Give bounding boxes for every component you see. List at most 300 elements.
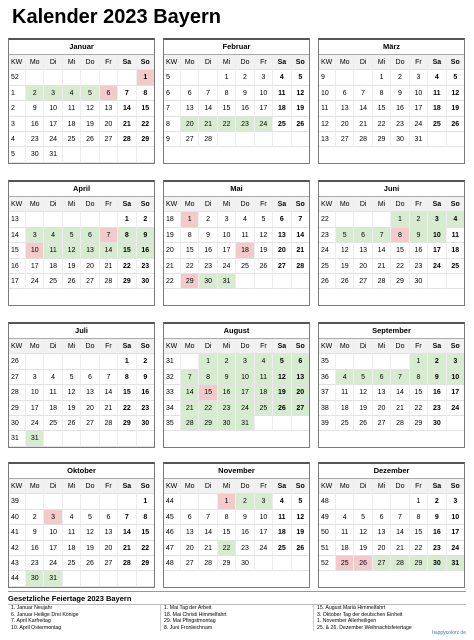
week-number: 25 — [319, 259, 335, 274]
day-cell: 15 — [117, 385, 135, 400]
weekday-header: So — [446, 339, 464, 354]
week-number: 27 — [9, 370, 25, 385]
day-cell: 12 — [335, 243, 353, 258]
day-cell — [25, 70, 43, 85]
day-cell: 3 — [446, 494, 464, 509]
day-cell: 15 — [198, 385, 216, 400]
week-number: 42 — [9, 541, 25, 556]
day-cell: 18 — [43, 401, 61, 416]
day-cell: 25 — [272, 117, 290, 132]
weekday-header: Do — [80, 55, 98, 70]
day-cell: 31 — [43, 147, 61, 162]
day-cell: 24 — [446, 401, 464, 416]
weekday-header: So — [136, 55, 154, 70]
day-cell: 31 — [235, 416, 253, 431]
day-cell: 3 — [446, 354, 464, 369]
day-cell: 23 — [409, 259, 427, 274]
weekday-header: KW — [319, 197, 335, 212]
day-cell: 2 — [217, 354, 235, 369]
month-block — [318, 180, 465, 306]
day-cell: 27 — [180, 556, 198, 571]
weekday-header: Fr — [99, 339, 117, 354]
day-cell: 28 — [117, 556, 135, 571]
holiday-column — [314, 605, 466, 631]
month-name: Dezember — [319, 464, 464, 479]
weekday-header: Di — [353, 55, 371, 70]
week-number: 22 — [164, 274, 180, 289]
day-cell: 5 — [62, 370, 80, 385]
day-cell: 9 — [136, 370, 154, 385]
day-cell: 9 — [217, 370, 235, 385]
weekday-header: Sa — [427, 55, 445, 70]
week-number: 39 — [319, 416, 335, 431]
day-cell — [372, 354, 390, 369]
day-cell: 17 — [446, 525, 464, 540]
day-cell: 30 — [427, 556, 445, 571]
day-cell: 7 — [117, 510, 135, 525]
day-cell: 24 — [43, 556, 61, 571]
weekday-header: Fr — [254, 55, 272, 70]
day-cell: 17 — [25, 401, 43, 416]
weekday-header: Mi — [372, 479, 390, 494]
day-cell: 30 — [427, 416, 445, 431]
day-cell: 12 — [353, 385, 371, 400]
day-cell: 12 — [80, 101, 98, 116]
day-cell: 3 — [235, 354, 253, 369]
day-cell — [217, 132, 235, 147]
day-cell: 4 — [43, 370, 61, 385]
day-cell: 20 — [272, 243, 290, 258]
week-number: 44 — [9, 571, 25, 586]
week-number: 26 — [9, 354, 25, 369]
day-cell: 18 — [62, 541, 80, 556]
month-block — [163, 180, 310, 306]
day-cell: 29 — [390, 274, 408, 289]
day-cell: 28 — [372, 274, 390, 289]
week-number: 51 — [319, 541, 335, 556]
week-number: 13 — [319, 132, 335, 147]
day-cell — [272, 556, 290, 571]
day-cell: 29 — [372, 132, 390, 147]
page-title: Kalender 2023 Bayern — [12, 6, 222, 28]
day-cell: 13 — [180, 525, 198, 540]
week-number: 52 — [319, 556, 335, 571]
weekday-header: Mo — [25, 339, 43, 354]
day-cell — [180, 354, 198, 369]
day-cell: 23 — [25, 132, 43, 147]
day-cell: 10 — [446, 510, 464, 525]
week-number: 31 — [164, 354, 180, 369]
day-cell: 1 — [136, 494, 154, 509]
day-cell: 17 — [25, 259, 43, 274]
day-cell: 20 — [180, 117, 198, 132]
month-name: Juli — [9, 324, 154, 339]
day-cell: 26 — [272, 401, 290, 416]
day-cell — [353, 212, 371, 227]
weekday-header: Mi — [372, 197, 390, 212]
day-cell: 6 — [291, 354, 309, 369]
day-cell — [99, 70, 117, 85]
day-cell: 1 — [372, 70, 390, 85]
week-number: 5 — [164, 70, 180, 85]
day-cell — [335, 354, 353, 369]
day-cell: 5 — [62, 228, 80, 243]
day-cell: 28 — [390, 416, 408, 431]
day-cell: 20 — [353, 259, 371, 274]
day-cell: 21 — [198, 117, 216, 132]
day-cell: 7 — [99, 370, 117, 385]
day-cell: 17 — [235, 385, 253, 400]
day-cell: 8 — [372, 86, 390, 101]
day-cell: 3 — [25, 228, 43, 243]
day-cell: 23 — [390, 117, 408, 132]
day-cell: 8 — [198, 370, 216, 385]
weekday-header: Do — [235, 339, 253, 354]
day-cell: 6 — [335, 86, 353, 101]
day-cell — [446, 274, 464, 289]
day-cell: 29 — [409, 556, 427, 571]
month-name: November — [164, 464, 309, 479]
weekday-header: Fr — [254, 339, 272, 354]
day-cell: 14 — [99, 243, 117, 258]
day-cell: 7 — [372, 228, 390, 243]
day-cell: 5 — [291, 494, 309, 509]
weekday-header: So — [291, 55, 309, 70]
day-cell — [390, 354, 408, 369]
day-cell: 1 — [217, 70, 235, 85]
week-number: 9 — [164, 132, 180, 147]
day-cell: 13 — [335, 101, 353, 116]
week-number: 21 — [164, 259, 180, 274]
weekday-header: Fr — [99, 479, 117, 494]
weekday-header: So — [291, 339, 309, 354]
day-cell: 25 — [427, 117, 445, 132]
month-block — [8, 38, 155, 164]
day-cell: 4 — [254, 354, 272, 369]
day-cell: 10 — [25, 385, 43, 400]
week-number: 6 — [164, 86, 180, 101]
day-cell: 25 — [335, 416, 353, 431]
day-cell: 2 — [409, 212, 427, 227]
week-number: 41 — [9, 525, 25, 540]
day-cell: 25 — [43, 416, 61, 431]
day-cell: 1 — [409, 354, 427, 369]
day-cell: 21 — [99, 401, 117, 416]
day-cell — [43, 70, 61, 85]
weekday-header: Mi — [217, 339, 235, 354]
day-cell — [43, 354, 61, 369]
day-cell: 11 — [43, 243, 61, 258]
weekday-header: So — [136, 339, 154, 354]
day-cell — [335, 494, 353, 509]
day-cell — [198, 494, 216, 509]
weekday-header: Do — [80, 479, 98, 494]
day-cell — [62, 70, 80, 85]
day-cell: 5 — [335, 228, 353, 243]
day-cell: 31 — [43, 571, 61, 586]
holiday-entry: 25. & 26. Dezember Weihnachtsfeiertage — [317, 624, 412, 631]
day-cell — [80, 571, 98, 586]
day-cell: 22 — [198, 401, 216, 416]
week-number: 11 — [319, 101, 335, 116]
day-cell: 4 — [272, 494, 290, 509]
day-cell: 17 — [409, 101, 427, 116]
day-cell: 18 — [43, 259, 61, 274]
day-cell: 18 — [427, 101, 445, 116]
day-cell: 2 — [25, 86, 43, 101]
holiday-legend-columns — [8, 604, 466, 631]
day-cell: 27 — [372, 556, 390, 571]
day-cell: 8 — [217, 86, 235, 101]
day-cell: 14 — [390, 525, 408, 540]
day-cell: 22 — [409, 401, 427, 416]
day-cell: 4 — [62, 86, 80, 101]
day-cell: 22 — [180, 259, 198, 274]
day-cell: 26 — [62, 416, 80, 431]
holiday-entry: 1. November Allerheiligen — [317, 618, 377, 625]
day-cell: 4 — [272, 70, 290, 85]
day-cell: 24 — [427, 259, 445, 274]
day-cell: 2 — [390, 70, 408, 85]
day-cell: 4 — [62, 510, 80, 525]
day-cell — [62, 431, 80, 446]
week-number: 34 — [164, 401, 180, 416]
week-number: 47 — [164, 541, 180, 556]
weekday-header: Mo — [180, 479, 198, 494]
day-cell — [25, 212, 43, 227]
day-cell: 14 — [180, 385, 198, 400]
holiday-entry: 3. Oktober Tag der deutschen Einheit — [317, 611, 403, 618]
credit-link[interactable]: happycolorz.de — [432, 630, 466, 636]
day-cell: 4 — [335, 510, 353, 525]
day-cell: 29 — [136, 556, 154, 571]
day-cell: 22 — [372, 117, 390, 132]
day-cell — [272, 274, 290, 289]
day-cell: 20 — [80, 259, 98, 274]
day-cell: 7 — [180, 370, 198, 385]
day-cell: 9 — [25, 101, 43, 116]
weekday-header: Sa — [117, 339, 135, 354]
month-name: Oktober — [9, 464, 154, 479]
day-cell — [99, 147, 117, 162]
holiday-legend-title: Gesetzliche Feiertage 2023 Bayern — [8, 594, 132, 603]
day-cell: 25 — [272, 541, 290, 556]
weekday-header: Do — [390, 55, 408, 70]
weekday-header: Di — [198, 197, 216, 212]
weekday-header: Mi — [62, 479, 80, 494]
holiday-entry: 15. August Mariä Himmelfahrt — [317, 605, 386, 611]
day-cell: 12 — [272, 370, 290, 385]
day-cell — [25, 494, 43, 509]
weekday-header: Mi — [62, 197, 80, 212]
day-cell: 8 — [117, 370, 135, 385]
day-cell: 29 — [180, 274, 198, 289]
day-cell: 22 — [217, 117, 235, 132]
day-cell: 13 — [272, 228, 290, 243]
day-cell: 21 — [180, 401, 198, 416]
day-cell: 12 — [353, 525, 371, 540]
day-cell: 17 — [446, 385, 464, 400]
day-cell: 14 — [390, 385, 408, 400]
day-cell — [80, 212, 98, 227]
day-cell — [80, 147, 98, 162]
day-cell: 18 — [235, 243, 253, 258]
week-number: 35 — [319, 354, 335, 369]
day-cell: 11 — [235, 228, 253, 243]
month-block — [8, 322, 155, 448]
day-cell: 6 — [99, 510, 117, 525]
day-cell — [99, 431, 117, 446]
day-cell: 3 — [254, 494, 272, 509]
day-cell: 13 — [372, 385, 390, 400]
month-name: September — [319, 324, 464, 339]
day-cell: 30 — [235, 556, 253, 571]
day-cell — [43, 431, 61, 446]
day-cell: 25 — [335, 556, 353, 571]
day-cell: 24 — [217, 259, 235, 274]
day-cell: 24 — [446, 541, 464, 556]
day-cell: 9 — [235, 510, 253, 525]
day-cell — [25, 354, 43, 369]
day-cell: 30 — [217, 416, 235, 431]
weekday-header: KW — [319, 55, 335, 70]
day-cell: 19 — [80, 541, 98, 556]
day-cell — [235, 132, 253, 147]
day-cell: 25 — [235, 259, 253, 274]
day-cell: 12 — [62, 243, 80, 258]
day-cell: 3 — [217, 212, 235, 227]
day-cell: 28 — [198, 556, 216, 571]
day-cell: 28 — [180, 416, 198, 431]
weekday-header: Mo — [25, 479, 43, 494]
weekday-header: Fr — [409, 55, 427, 70]
day-cell: 8 — [136, 510, 154, 525]
weekday-header: KW — [319, 479, 335, 494]
day-cell — [353, 494, 371, 509]
weekday-header: Do — [390, 197, 408, 212]
weekday-header: Di — [198, 55, 216, 70]
weekday-header: Mi — [217, 55, 235, 70]
week-number: 29 — [9, 401, 25, 416]
day-cell: 30 — [409, 274, 427, 289]
day-cell: 10 — [43, 525, 61, 540]
day-cell: 29 — [217, 556, 235, 571]
weekday-header: Do — [235, 197, 253, 212]
day-cell: 13 — [80, 243, 98, 258]
day-cell: 16 — [217, 385, 235, 400]
weekday-header: Di — [353, 479, 371, 494]
day-cell: 28 — [390, 556, 408, 571]
day-cell: 1 — [117, 212, 135, 227]
weekday-header: Di — [43, 479, 61, 494]
week-number: 38 — [319, 401, 335, 416]
weekday-header: Mi — [62, 55, 80, 70]
day-cell: 7 — [99, 228, 117, 243]
day-cell: 26 — [335, 274, 353, 289]
day-cell: 30 — [390, 132, 408, 147]
day-cell: 24 — [25, 274, 43, 289]
day-cell: 6 — [80, 228, 98, 243]
day-cell: 23 — [235, 541, 253, 556]
day-cell: 5 — [272, 354, 290, 369]
day-cell: 27 — [99, 132, 117, 147]
weekday-header: Do — [235, 479, 253, 494]
day-cell: 28 — [198, 132, 216, 147]
week-number: 28 — [9, 385, 25, 400]
holiday-column — [161, 605, 314, 631]
day-cell: 20 — [372, 401, 390, 416]
day-cell: 3 — [43, 510, 61, 525]
day-cell: 13 — [291, 370, 309, 385]
day-cell: 26 — [353, 556, 371, 571]
week-number: 22 — [319, 212, 335, 227]
day-cell — [80, 354, 98, 369]
weekday-header: Mo — [335, 55, 353, 70]
day-cell — [80, 494, 98, 509]
day-cell: 16 — [136, 243, 154, 258]
day-cell: 16 — [235, 525, 253, 540]
weekday-header: Di — [43, 55, 61, 70]
weekday-header: Sa — [117, 55, 135, 70]
day-cell: 12 — [291, 510, 309, 525]
day-cell: 1 — [409, 494, 427, 509]
week-number: 16 — [9, 259, 25, 274]
day-cell: 26 — [446, 117, 464, 132]
weekday-header: KW — [9, 197, 25, 212]
week-number: 10 — [319, 86, 335, 101]
day-cell — [43, 212, 61, 227]
week-number: 4 — [9, 132, 25, 147]
day-cell — [353, 70, 371, 85]
weekday-header: So — [291, 479, 309, 494]
weekday-header: Sa — [272, 55, 290, 70]
day-cell: 18 — [446, 243, 464, 258]
day-cell: 11 — [427, 86, 445, 101]
day-cell: 16 — [427, 525, 445, 540]
day-cell: 27 — [291, 401, 309, 416]
day-cell: 15 — [136, 525, 154, 540]
day-cell: 1 — [390, 212, 408, 227]
day-cell: 2 — [427, 354, 445, 369]
day-cell: 1 — [117, 354, 135, 369]
day-cell — [62, 571, 80, 586]
week-number: 15 — [9, 243, 25, 258]
day-cell: 18 — [62, 117, 80, 132]
week-number: 3 — [9, 117, 25, 132]
day-cell: 9 — [235, 86, 253, 101]
day-cell: 28 — [353, 132, 371, 147]
day-cell: 13 — [372, 525, 390, 540]
day-cell: 4 — [43, 228, 61, 243]
week-number: 31 — [9, 431, 25, 446]
day-cell: 11 — [62, 525, 80, 540]
day-cell: 6 — [372, 370, 390, 385]
day-cell: 21 — [353, 117, 371, 132]
day-cell: 6 — [353, 228, 371, 243]
day-cell: 15 — [217, 101, 235, 116]
weekday-header: Di — [198, 339, 216, 354]
weekday-header: Mi — [372, 339, 390, 354]
day-cell: 13 — [353, 243, 371, 258]
day-cell: 5 — [353, 510, 371, 525]
day-cell: 16 — [25, 117, 43, 132]
holiday-entry: 29. Mai Pfingstmontag — [164, 618, 216, 625]
week-number: 19 — [164, 228, 180, 243]
week-number: 9 — [319, 70, 335, 85]
weekday-header: Do — [80, 197, 98, 212]
day-cell: 15 — [136, 101, 154, 116]
day-cell: 25 — [43, 274, 61, 289]
